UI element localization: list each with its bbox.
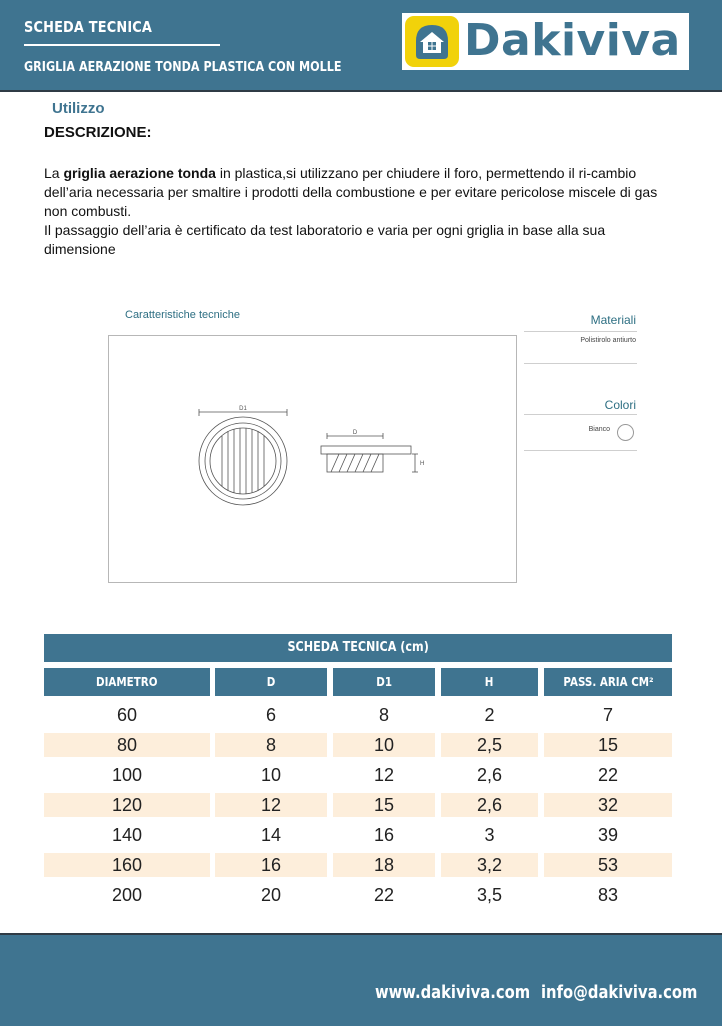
desc-text-pre: La <box>44 165 64 181</box>
logo-wordmark: Dakiviva <box>464 15 681 66</box>
cell-h: 2,5 <box>441 733 538 757</box>
cell-d: 8 <box>215 733 327 757</box>
cell-d: 14 <box>260 825 282 845</box>
brand-logo <box>402 13 689 70</box>
header-d <box>215 668 327 696</box>
cell-diametro: 80 <box>44 733 210 757</box>
description-paragraph-1 <box>44 164 674 221</box>
cell-diametro: 140 <box>111 825 143 845</box>
cell-pass-aria: 22 <box>597 765 619 785</box>
cell-d1: 8 <box>378 705 389 725</box>
cell-d1: 16 <box>373 825 395 845</box>
color-swatch <box>617 424 634 441</box>
table-title: SCHEDA TECNICA (cm) <box>287 640 429 655</box>
header-label: D1 <box>376 675 392 689</box>
header-label: H <box>485 675 494 689</box>
header-diametro <box>44 668 210 696</box>
front-d1-label: D1 <box>239 406 247 412</box>
materials-divider-top <box>524 331 637 332</box>
cell-pass-aria: 15 <box>544 733 672 757</box>
side-h-label: H <box>420 461 425 467</box>
colors-value: Bianco <box>588 426 610 433</box>
cell-diametro: 100 <box>111 765 143 785</box>
table-row <box>0 793 722 817</box>
table-title-banner <box>44 634 672 662</box>
cell-d: 12 <box>215 793 327 817</box>
header-h <box>441 668 538 696</box>
cell-pass-aria: 32 <box>544 793 672 817</box>
section-title-utilizzo: Utilizzo <box>52 100 105 117</box>
table-row <box>0 733 722 757</box>
materials-value: Polistirolo antiurto <box>580 337 636 344</box>
cell-h: 2,6 <box>476 765 503 785</box>
front-view-drawing <box>199 409 287 505</box>
header-divider <box>24 44 220 46</box>
desc-text-post: in plastica,si utilizzano per chiudere il foro, permettendo il ri-cambio dell’aria necessaria per smaltire i prodotti della combustione e per evitare pericolose miscele di gas non combusti. <box>44 165 658 219</box>
house-logo-icon <box>404 15 460 68</box>
cell-d1: 22 <box>373 885 395 905</box>
header-label: DIAMETRO <box>96 675 158 689</box>
description-paragraph-2: Il passaggio dell’aria è certificato da test laboratorio e varia per ogni griglia in base alla sua dimensione <box>44 222 606 257</box>
desc-product-name: griglia aerazione tonda <box>63 165 216 181</box>
cell-d: 6 <box>265 705 276 725</box>
cell-pass-aria: 53 <box>544 853 672 877</box>
cell-diametro: 160 <box>44 853 210 877</box>
technical-drawing <box>109 336 516 582</box>
cell-h: 2 <box>484 705 495 725</box>
header-label: PASS. ARIA CM² <box>562 675 654 689</box>
table-row <box>0 703 722 727</box>
cell-d1: 15 <box>333 793 435 817</box>
header-d1 <box>333 668 435 696</box>
colors-heading: Colori <box>604 398 636 412</box>
table-row <box>0 883 722 907</box>
description-title: DESCRIZIONE: <box>44 124 152 141</box>
table-row <box>0 823 722 847</box>
cell-d: 10 <box>260 765 282 785</box>
cell-pass-aria: 7 <box>602 705 613 725</box>
tech-features-title: Caratteristiche tecniche <box>125 309 240 321</box>
materials-divider-bottom <box>524 363 637 364</box>
technical-drawing-frame <box>108 335 517 583</box>
cell-d1: 12 <box>373 765 395 785</box>
cell-h: 3 <box>484 825 495 845</box>
cell-h: 3,5 <box>476 885 503 905</box>
materials-heading: Materiali <box>590 313 636 327</box>
cell-d1: 10 <box>333 733 435 757</box>
colors-divider-top <box>524 414 637 415</box>
cell-h: 2,6 <box>441 793 538 817</box>
header-pass-aria <box>544 668 672 696</box>
table-row <box>0 763 722 787</box>
cell-h: 3,2 <box>441 853 538 877</box>
footer-website-link[interactable]: www.dakiviva.com <box>375 982 531 1003</box>
footer-email-link[interactable]: info@dakiviva.com <box>541 982 698 1003</box>
header-label: D <box>266 675 276 689</box>
cell-d: 20 <box>260 885 282 905</box>
colors-divider-bottom <box>524 450 637 451</box>
cell-d: 16 <box>215 853 327 877</box>
page-header <box>0 0 722 92</box>
side-view-drawing <box>321 433 418 472</box>
cell-diametro: 200 <box>111 885 143 905</box>
side-d-label: D <box>352 430 358 436</box>
cell-pass-aria: 83 <box>597 885 619 905</box>
header-subtitle: GRIGLIA AERAZIONE TONDA PLASTICA CON MOLLE <box>24 60 342 75</box>
table-row <box>0 853 722 877</box>
cell-diametro: 60 <box>116 705 138 725</box>
page-footer <box>0 933 722 1026</box>
description-body <box>44 164 674 259</box>
cell-pass-aria: 39 <box>597 825 619 845</box>
cell-diametro: 120 <box>44 793 210 817</box>
header-title: SCHEDA TECNICA <box>24 18 153 36</box>
cell-d1: 18 <box>333 853 435 877</box>
